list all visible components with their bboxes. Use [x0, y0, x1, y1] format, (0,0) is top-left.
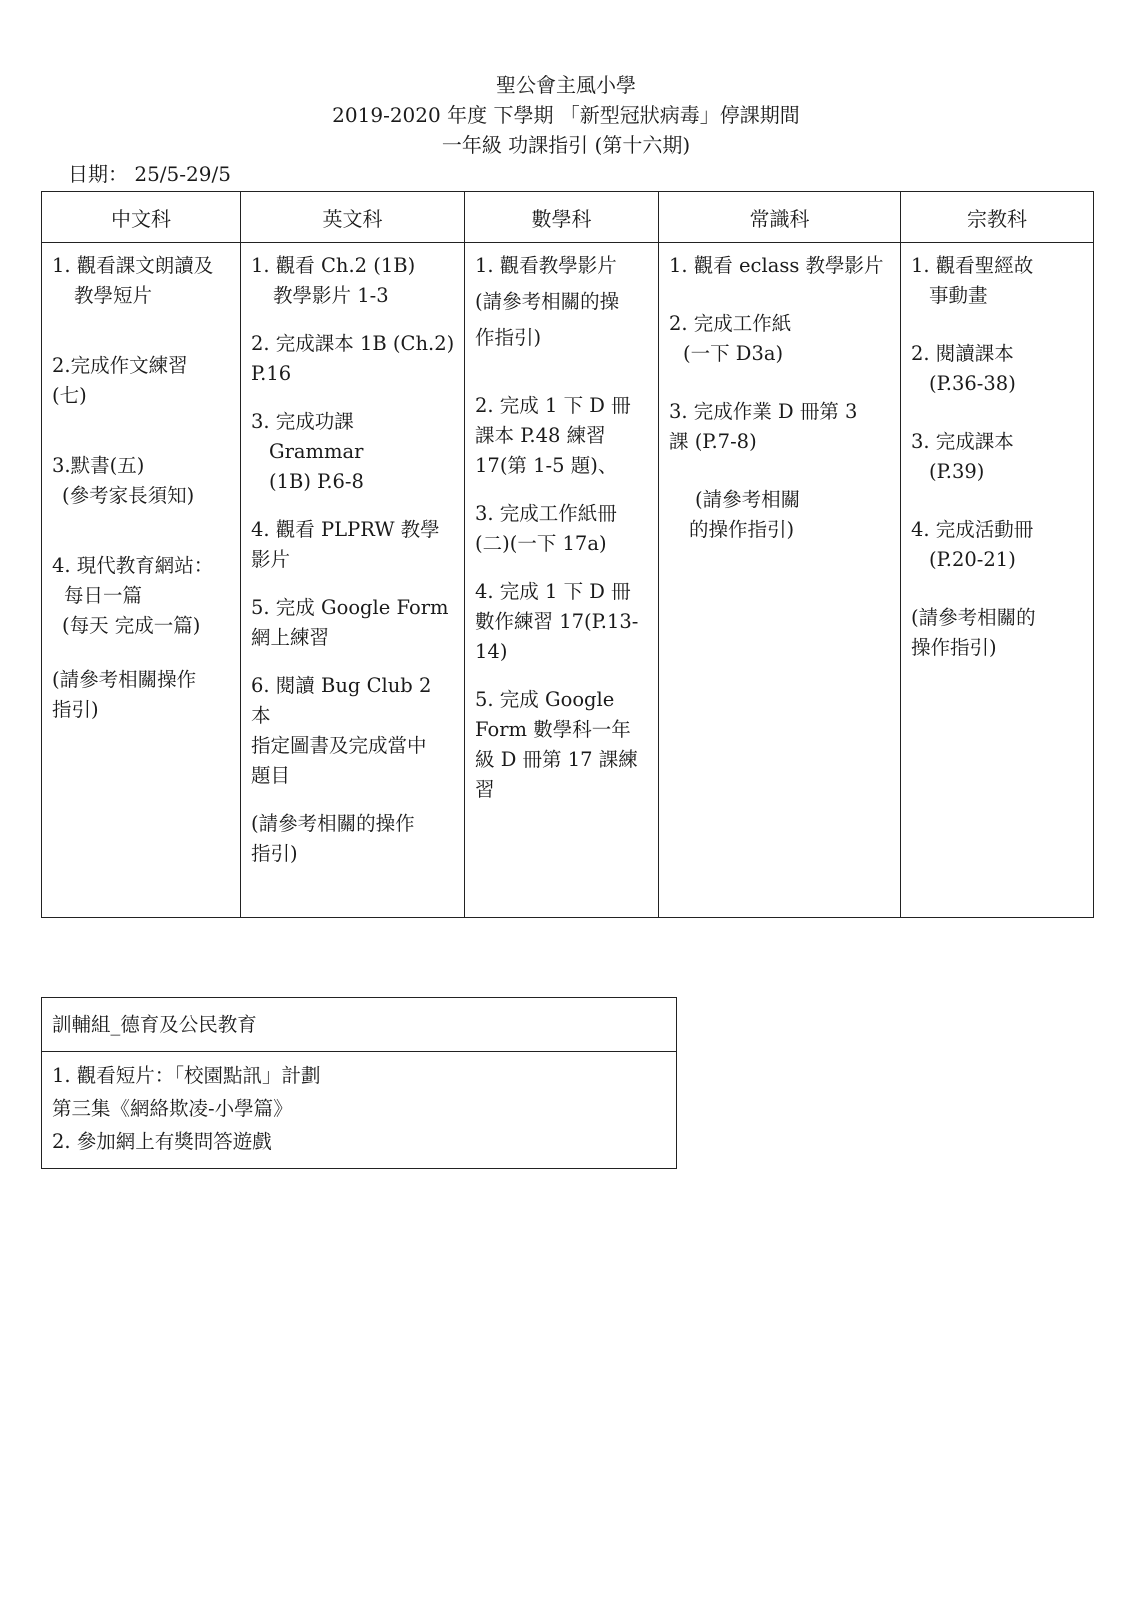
- math-task-4-cont: 數作練習 17(P.13-: [475, 610, 639, 633]
- english-task-2-cont: P.16: [251, 362, 292, 385]
- chinese-task-3-cont: (參考家長須知): [62, 484, 195, 507]
- school-name: 聖公會主風小學: [496, 73, 636, 97]
- header-chinese: 中文科: [42, 192, 241, 243]
- religion-task-4: 4. 完成活動冊: [911, 518, 1034, 541]
- english-task-3-pages: (1B) P.6-8: [269, 470, 364, 493]
- chinese-task-4-note: (每天 完成一篇): [62, 614, 201, 637]
- religion-task-1: 1. 觀看聖經故: [911, 254, 1034, 277]
- math-task-2: 2. 完成 1 下 D 冊: [475, 394, 631, 417]
- math-task-3-cont: (二)(一下 17a): [475, 532, 607, 555]
- english-guide-note: (請參考相關的操作: [251, 812, 415, 835]
- english-task-4: 4. 觀看 PLPRW 教學: [251, 518, 440, 541]
- religion-task-3-cont: (P.39): [929, 460, 985, 483]
- moral-education-title: 訓輔組_德育及公民教育: [42, 998, 676, 1052]
- english-task-4-cont: 影片: [251, 548, 291, 571]
- math-task-1-note: (請參考相關的操: [475, 290, 620, 313]
- religion-task-4-cont: (P.20-21): [929, 548, 1016, 571]
- math-task-5-end: 習: [475, 778, 495, 801]
- religion-guide-note-cont: 操作指引): [911, 636, 997, 659]
- header-english: 英文科: [241, 192, 465, 243]
- religion-task-2-cont: (P.36-38): [929, 372, 1016, 395]
- math-task-5-cont: Form 數學科一年: [475, 718, 631, 741]
- gs-guide-note: (請參考相關: [695, 488, 801, 511]
- date-range: 日期： 25/5-29/5: [68, 162, 231, 186]
- english-task-3: 3. 完成功課: [251, 410, 354, 433]
- cell-math: [465, 243, 659, 918]
- math-task-1: 1. 觀看教學影片: [475, 254, 617, 277]
- english-guide-note-cont: 指引): [251, 842, 298, 865]
- cell-general-studies: [659, 243, 901, 918]
- english-task-6-cont: 指定圖書及完成當中: [251, 734, 427, 757]
- moral-education-content: [42, 1052, 676, 1168]
- english-task-1-cont: 教學影片 1-3: [273, 284, 389, 307]
- english-task-5: 5. 完成 Google Form: [251, 596, 449, 619]
- english-task-6-end: 題目: [251, 764, 291, 787]
- homework-table: [41, 191, 1094, 918]
- math-task-5-cont2: 級 D 冊第 17 課練: [475, 748, 638, 771]
- english-task-6: 6. 閱讀 Bug Club 2 本: [251, 674, 432, 727]
- chinese-guide-note-cont: 指引): [52, 698, 99, 721]
- header-general-studies: 常識科: [659, 192, 901, 243]
- moral-task-1-episode: 第三集《網絡欺凌-小學篇》: [52, 1097, 293, 1120]
- moral-education-box: [41, 997, 677, 1169]
- moral-task-2: 2. 參加網上有獎問答遊戲: [52, 1130, 272, 1153]
- religion-task-1-cont: 事動畫: [929, 284, 988, 307]
- math-task-1-note-cont: 作指引): [475, 326, 542, 349]
- moral-task-1: 1. 觀看短片：「校園點訊」計劃: [52, 1064, 321, 1087]
- math-task-4-end: 14): [475, 640, 508, 663]
- chinese-task-1-cont: 教學短片: [74, 284, 153, 307]
- term-title: 2019-2020 年度 下學期 「新型冠狀病毒」停課期間: [332, 103, 800, 127]
- english-task-2: 2. 完成課本 1B (Ch.2): [251, 332, 455, 355]
- table-header-row: [42, 192, 1094, 243]
- religion-task-2: 2. 閱讀課本: [911, 342, 1014, 365]
- math-task-3: 3. 完成工作紙冊: [475, 502, 617, 525]
- chinese-task-3: 3.默書(五): [52, 454, 145, 477]
- math-task-5: 5. 完成 Google: [475, 688, 615, 711]
- cell-religion: [901, 243, 1094, 918]
- english-task-1: 1. 觀看 Ch.2 (1B): [251, 254, 416, 277]
- gs-task-3: 3. 完成作業 D 冊第 3: [669, 400, 858, 423]
- math-task-4: 4. 完成 1 下 D 冊: [475, 580, 631, 603]
- grade-title: 一年級 功課指引 (第十六期): [441, 133, 691, 157]
- cell-english: [241, 243, 465, 918]
- religion-task-3: 3. 完成課本: [911, 430, 1014, 453]
- chinese-guide-note: (請參考相關操作: [52, 668, 197, 691]
- math-task-2-end: 17(第 1-5 題)、: [475, 454, 618, 477]
- english-task-5-cont: 網上練習: [251, 626, 330, 649]
- religion-guide-note: (請參考相關的: [911, 606, 1036, 629]
- gs-task-1: 1. 觀看 eclass 教學影片: [669, 254, 884, 277]
- header-math: 數學科: [465, 192, 659, 243]
- gs-guide-note-cont: 的操作指引): [689, 518, 795, 541]
- chinese-task-1: 1. 觀看課文朗讀及: [52, 254, 214, 277]
- table-body-row: [42, 243, 1094, 918]
- chinese-task-4-cont: 每日一篇: [64, 584, 143, 607]
- gs-task-2-cont: (一下 D3a): [683, 342, 784, 365]
- header-religion: 宗教科: [901, 192, 1094, 243]
- chinese-task-2: 2.完成作文練習: [52, 354, 188, 377]
- cell-chinese: [42, 243, 241, 918]
- chinese-task-4: 4. 現代教育網站：: [52, 554, 214, 577]
- gs-task-3-cont: 課 (P.7-8): [669, 430, 757, 453]
- document-header: [0, 70, 1132, 160]
- chinese-task-2-cont: (七): [52, 384, 87, 407]
- math-task-2-cont: 課本 P.48 練習: [475, 424, 606, 447]
- gs-task-2: 2. 完成工作紙: [669, 312, 792, 335]
- english-task-3-cont: Grammar: [269, 440, 364, 463]
